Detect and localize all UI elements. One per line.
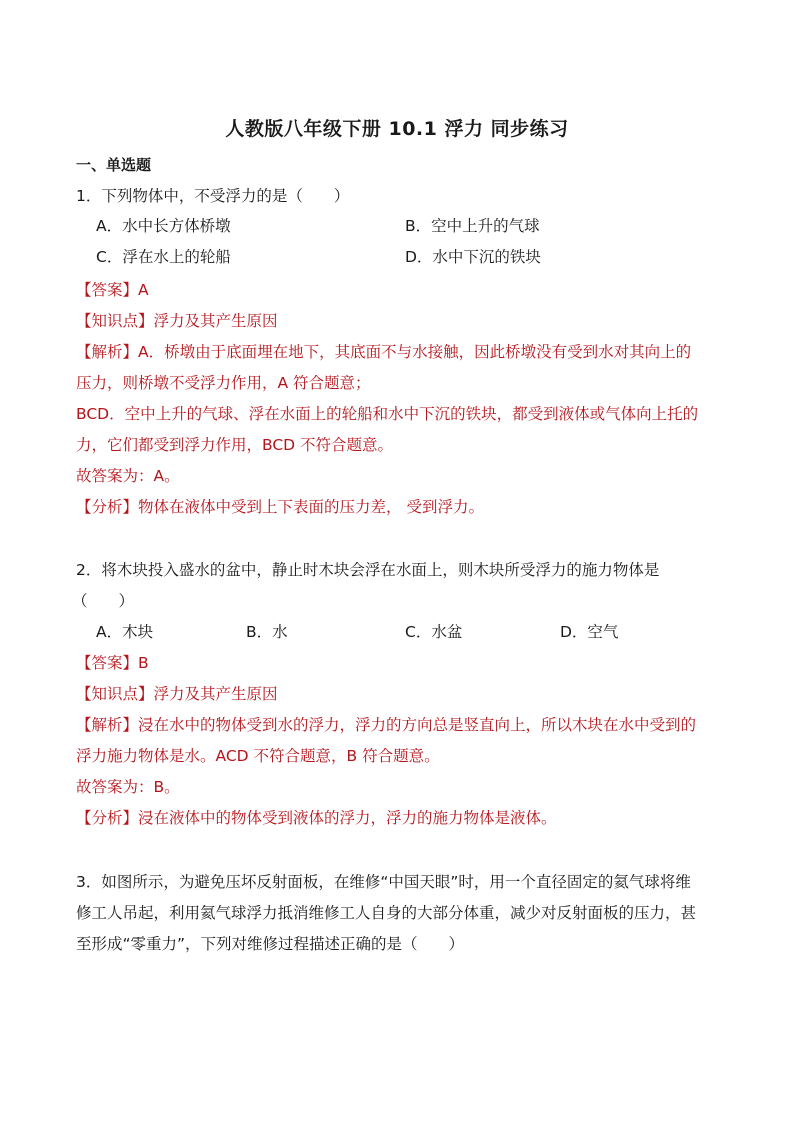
q2-analysis-line-1 — [76, 715, 696, 735]
q2-fenxi — [76, 808, 557, 828]
q2-answer — [76, 653, 149, 673]
q3-stem-line-3: 至形成“零重力”，下列对维修过程描述正确的是（ ） — [76, 935, 465, 953]
q1-option-d: D．水中下沉的铁块 — [405, 248, 541, 266]
q1-option-c: C．浮在水上的轮船 — [96, 248, 231, 266]
answer-tag: 【答案】 — [76, 654, 139, 672]
q1-fenxi — [76, 497, 484, 517]
q1-analysis-line-4: 力，它们都受到浮力作用，BCD 不符合题意。 — [76, 436, 394, 454]
q1-stem: 1．下列物体中，不受浮力的是（ ） — [76, 187, 350, 205]
q1-analysis-line-2: 压力，则桥墩不受浮力作用，A 符合题意； — [76, 374, 371, 392]
q2-conclusion: 故答案为：B。 — [76, 778, 180, 796]
q2-knowledge — [76, 684, 278, 704]
q1-conclusion: 故答案为：A。 — [76, 467, 180, 485]
q2-option-c: C．水盆 — [405, 623, 463, 641]
answer-value: B — [138, 654, 149, 672]
document-title: 人教版八年级下册 10.1 浮力 同步练习 — [225, 118, 569, 140]
q2-option-a: A．木块 — [96, 623, 154, 641]
fenxi-text: 物体在液体中受到上下表面的压力差， 受到浮力。 — [138, 498, 484, 516]
q2-analysis-line-2: 浮力施力物体是水。ACD 不符合题意，B 符合题意。 — [76, 747, 440, 765]
q2-stem-line-2: （ ） — [72, 592, 135, 610]
knowledge-tag: 【知识点】 — [76, 312, 154, 330]
q2-option-b: B．水 — [246, 623, 288, 641]
q2-stem-line-1: 2．将木块投入盛水的盆中，静止时木块会浮在水面上，则木块所受浮力的施力物体是 — [76, 561, 660, 579]
q1-option-b: B．空中上升的气球 — [405, 217, 540, 235]
analysis-tag: 【解析】 — [76, 716, 139, 734]
q1-knowledge — [76, 311, 278, 331]
q1-option-a: A．水中长方体桥墩 — [96, 217, 231, 235]
answer-tag: 【答案】 — [76, 281, 139, 299]
q1-analysis-line-1 — [76, 342, 691, 362]
q2-option-d: D．空气 — [560, 623, 619, 641]
q3-stem-line-2: 修工人吊起，利用氦气球浮力抵消维修工人自身的大部分体重，减少对反射面板的压力，甚 — [76, 904, 697, 922]
knowledge-value: 浮力及其产生原因 — [153, 685, 278, 703]
analysis-tag: 【解析】 — [76, 343, 139, 361]
fenxi-tag: 【分析】 — [76, 498, 139, 516]
q1-answer — [76, 280, 149, 300]
q3-stem-line-1: 3．如图所示，为避免压坏反射面板，在维修“中国天眼”时，用一个直径固定的氦气球将维 — [76, 873, 691, 891]
answer-value: A — [138, 281, 149, 299]
section-heading: 一、单选题 — [76, 156, 152, 174]
knowledge-value: 浮力及其产生原因 — [153, 312, 278, 330]
analysis-text: A．桥墩由于底面埋在地下，其底面不与水接触，因此桥墩没有受到水对其向上的 — [138, 343, 692, 361]
analysis-text: 浸在水中的物体受到水的浮力，浮力的方向总是竖直向上，所以木块在水中受到的 — [138, 716, 697, 734]
knowledge-tag: 【知识点】 — [76, 685, 154, 703]
fenxi-tag: 【分析】 — [76, 809, 139, 827]
q1-analysis-line-3: BCD．空中上升的气球、浮在水面上的轮船和水中下沉的铁块，都受到液体或气体向上托的 — [76, 405, 699, 423]
fenxi-text: 浸在液体中的物体受到液体的浮力，浮力的施力物体是液体。 — [138, 809, 557, 827]
